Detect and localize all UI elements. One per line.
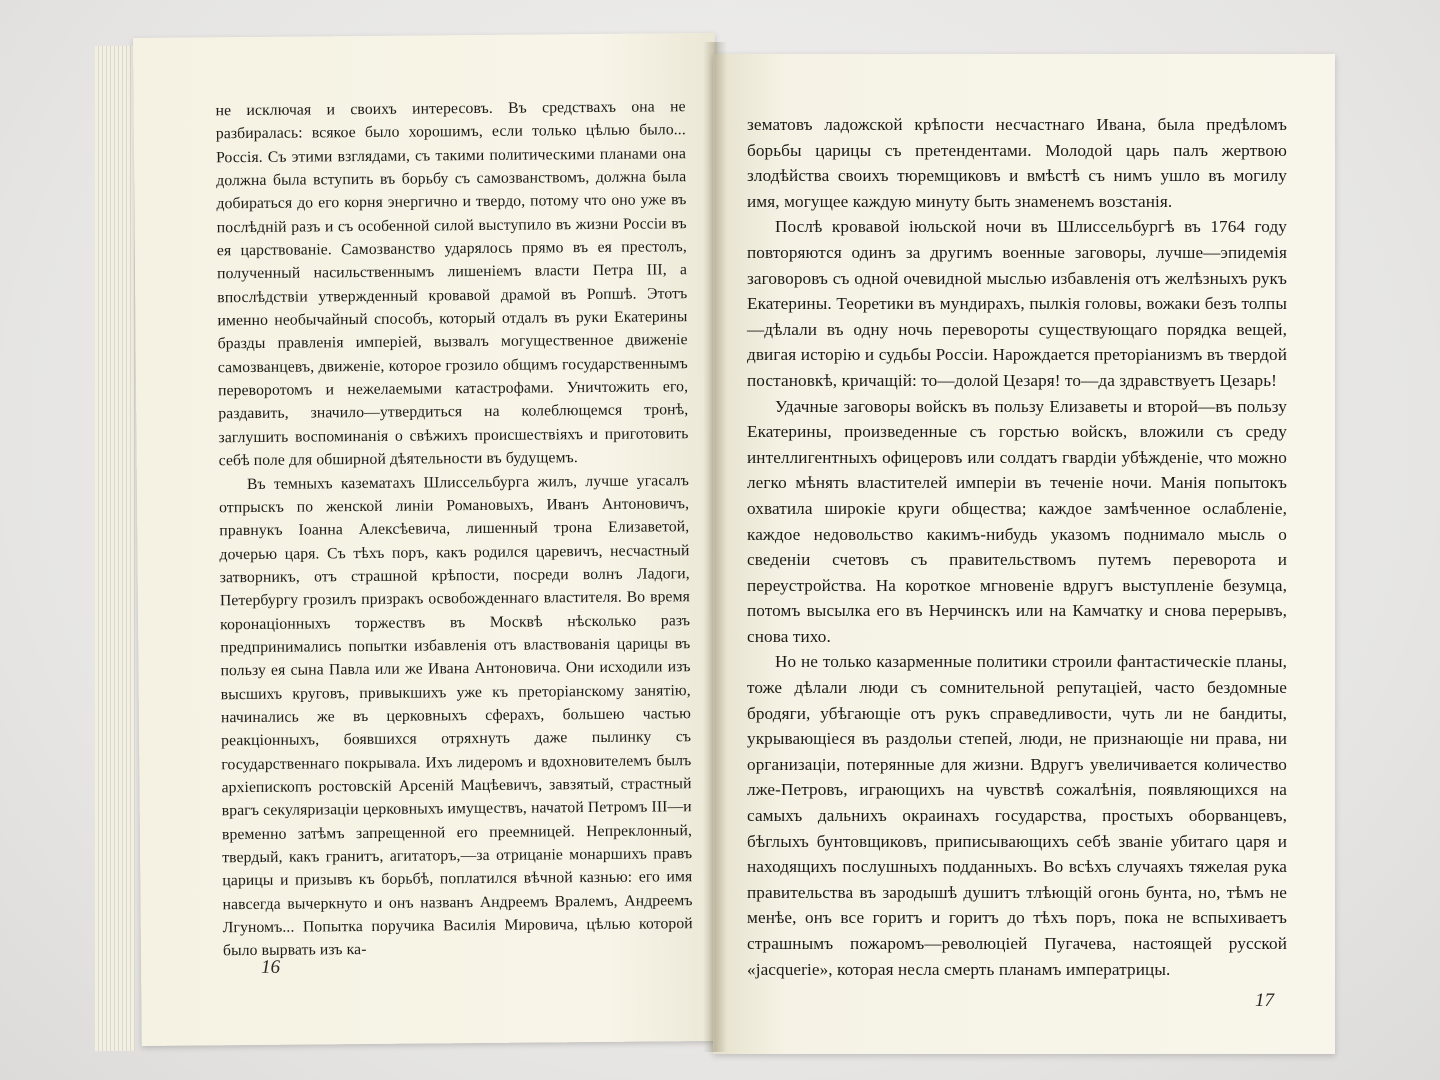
right-paragraph-1: зематовъ ладожской крѣпости несчастнаго Ивана, была предѣломъ борьбы царицы съ претендентами. Молодой царь палъ жертвою злодѣйства своихъ тюремщиковъ и вмѣстѣ съ нимъ ушло въ могилу имя, могущее каждую минуту быть знаменемъ возстанія. — [747, 115, 1287, 211]
open-book — [95, 28, 1340, 1058]
right-page — [713, 54, 1335, 1054]
right-paragraph-4: Но не только казарменные политики строили фантастическіе планы, тоже дѣлали люди съ сомнительной репутаціей, часто бездомные бродяги, убѣгающіе отъ рукъ справедливости, чуть ли не бандиты, укрывающіеся въ раздольи степей, люди, не признающіе ни права, ни организаціи, потерянные для жизни. Вдругъ увеличивается количество лже-Петровъ, играющихъ на чувствѣ сожалѣнія, появляющихся на самыхъ дальнихъ окраинахъ государства, простыхъ оборванцевъ, бѣглыхъ бунтовщиковъ, приписывающихъ себѣ званіе убитаго царя и находящихъ послушныхъ подданныхъ. Во всѣхъ случаяхъ тяжелая рука правительства въ зародышѣ душитъ тлѣющій огонь бунта, но, тѣмъ не менѣе, онъ все горитъ и горитъ до тѣхъ поръ, пока не вспыхиваетъ страшнымъ пожаромъ—революціей Пугачева, настоящей русской «jacquerie», которая несла смерть планамъ императрицы. — [747, 652, 1287, 979]
left-paragraph-1: не исключая и своихъ интересовъ. Въ средствахъ она не разбиралась: всякое было хорошимъ, если только цѣлью было... Россія. Съ этими взглядами, съ такими политическими планами она должна была вступить въ борьбу съ самозванствомъ, должна была добираться до его корня энергично и твердо, потому что оно уже въ послѣдній разъ и съ особенной силой выступило въ жизни Россіи въ ея царствованіе. Самозванство ударялось прямо въ ея престолъ, полученный насильственнымъ лишеніемъ власти Петра III, а впослѣдствіи утвержденный кровавой драмой въ Ропшѣ. Этотъ именно необычайный способъ, который отдалъ въ руки Екатерины бразды правленія имперіей, вызвалъ могущественное движеніе самозванцевъ, движеніе, которое грозило общимъ государственнымъ переворотомъ и нежелаемыми катастрофами. Уничтожить его, раздавить, значило—утвердиться на колеблющемся тронѣ, заглушить воспоминанія о свѣжихъ происшествіяхъ и приготовить себѣ поле для обширной дѣятельности въ будущемъ. — [215, 98, 689, 470]
right-page-number: 17 — [1255, 990, 1274, 1011]
right-paragraph-3: Удачные заговоры войскъ въ пользу Елизаветы и второй—въ пользу Екатерины, произведенные съ горстью войскъ, вложили съ среду интеллигентныхъ офицеровъ или солдатъ гвардіи убѣжденіе, что можно легко мѣнять властителей имперіи въ теченіе ночи. Манія попытокъ охватила широкіе круги общества; каждое замѣченное ослабленіе, каждое недовольство какимъ-нибудь указомъ поднимало мысль о сведеніи счетовъ съ правительствомъ путемъ переворота и переустройства. На короткое мгновеніе вдругъ выступленіе безумца, потомъ высылка его въ Нерчинскъ или на Камчатку и снова перерывъ, снова тихо. — [747, 396, 1287, 646]
left-paragraph-2: Въ темныхъ казематахъ Шлиссельбурга жилъ, лучше угасалъ отпрыскъ по женской линіи Романовыхъ, Иванъ Антоновичъ, правнукъ Іоанна Алексѣевича, лишенный трона Елизаветой, дочерью царя. Съ тѣхъ поръ, какъ родился царевичъ, несчастный затворникъ, отъ страшной крѣпости, посреди волнъ Ладоги, Петербургу грозилъ призракъ освобожденнаго властителя. Во время коронаціонныхъ торжествъ въ Москвѣ нѣсколько разъ предпринимались попытки избавленія отъ властвованія царицы въ пользу ея сына Павла или же Ивана Антоновича. Они исходили изъ высшихъ круговъ, привыкшихъ уже къ преторіанскому занятію, начинались же въ церковныхъ сферахъ, большею частью реакціонныхъ, боявшихся отряхнуть даже пылинку съ государственнаго покрывала. Ихъ лидеромъ и вдохновителемъ былъ архіепископъ ростовскій Арсеній Мацѣевичъ, завзятый, страстный врагъ секуляризаціи церковныхъ имуществъ, начатой Петромъ III—и временно затѣмъ запрещенной его преемницей. Непреклонный, твердый, какъ гранитъ, агитаторъ,—за отрицаніе монаршихъ правъ царицы и призывъ къ борьбѣ, поплатился вѣчной казнью: его имя навсегда вычеркнуто и онъ названъ Андреемъ Вралемъ, Андреемъ Лгуномъ... Попытка поручика Василія Мировича, цѣлью которой было вырвать изъ ка- — [219, 471, 693, 960]
left-page-text — [216, 95, 694, 963]
left-page-number: 16 — [261, 956, 281, 978]
book-gutter — [703, 42, 727, 1052]
right-page-text — [747, 112, 1287, 982]
left-page — [133, 33, 724, 1046]
right-paragraph-2: Послѣ кровавой іюльской ночи въ Шлиссельбургѣ въ 1764 году повторяются одинъ за другимъ военные заговоры, лучше—эпидемія заговоровъ съ одной очевидной мыслью избавленія отъ желѣзныхъ рукъ Екатерины. Теоретики въ мундирахъ, пылкія головы, вожаки безъ толпы—дѣлали въ одну ночь перевороты существующаго порядка вещей, двигая исторію и судьбы Россіи. Нарождается преторіанизмъ въ твердой постановкѣ, кричащій: то—долой Цезаря! то—да здравствуетъ Цезарь! — [747, 217, 1287, 390]
page-edges — [95, 46, 135, 1051]
